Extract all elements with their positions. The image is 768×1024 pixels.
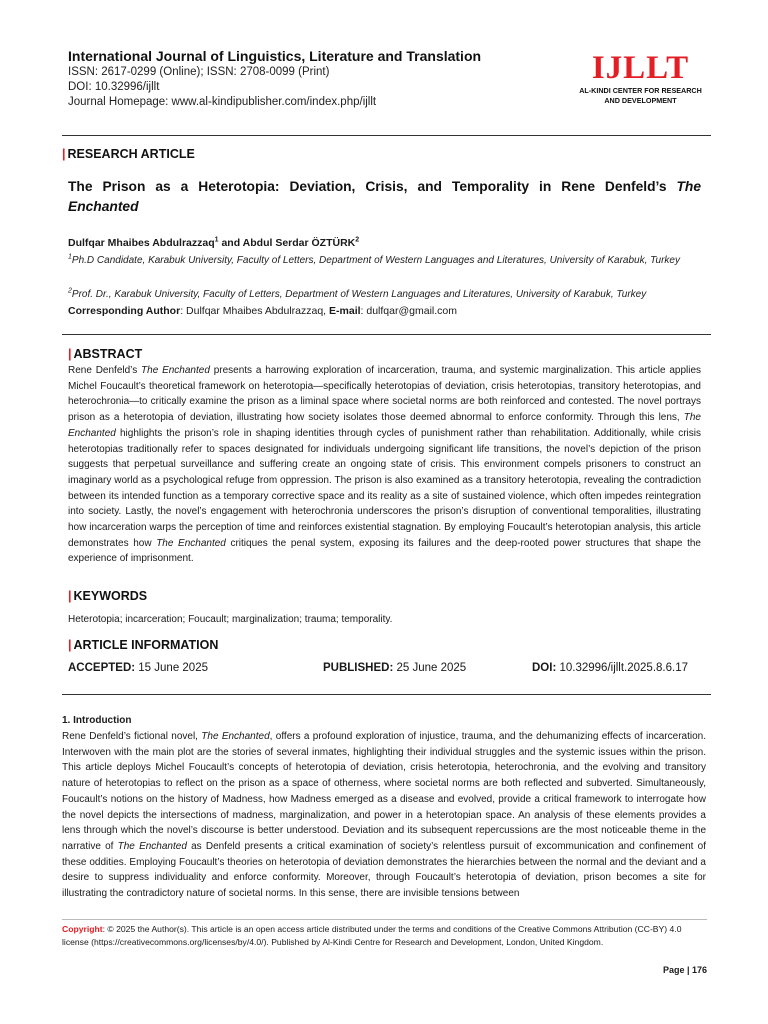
page-number: Page | 176 <box>662 965 707 975</box>
logo-text: IJLLT <box>591 50 690 86</box>
accepted-value: 15 June 2025 <box>135 662 208 674</box>
corresponding-label: Corresponding Author <box>68 305 181 317</box>
intro-text-3: as Denfeld presents a critical examination of society’s relentless pursuit of excommunication and confinement of these oddities. Employing Foucault’s theories on heterotopia of deviation demonstrates the hierarchies between the normal and the deviant and a desire to suppress individuality and enforce conformity. Moreover, through Foucault’s heterotopia of deviation, prison becomes a site for illustrating the contradictory nature of societal norms. In this sense, there are invisible tensions between <box>62 840 706 900</box>
affiliation-2-sup: 2 <box>68 287 72 295</box>
abstract-body <box>68 363 701 567</box>
abstract-heading-label: ABSTRACT <box>73 347 143 361</box>
section-bar-icon: | <box>68 638 72 652</box>
author-2-sup: 2 <box>355 236 360 244</box>
published-value: 25 June 2025 <box>393 662 467 674</box>
corresponding-author <box>68 303 457 319</box>
article-doi <box>532 661 688 675</box>
abstract-heading <box>68 346 142 362</box>
published-date <box>323 661 466 675</box>
author-1-sup: 1 <box>214 236 219 244</box>
copyright-notice <box>62 923 707 949</box>
intro-italic-2: The Enchanted <box>117 840 187 852</box>
title-main: The Prison as a Heterotopia: Deviation, Crisis, and Temporality in Rene Denfeld’s <box>68 179 677 194</box>
author-list <box>68 237 359 249</box>
affiliation-1 <box>68 252 708 270</box>
introduction-heading: 1. Introduction <box>62 715 132 726</box>
intro-italic-1: The Enchanted <box>201 731 270 742</box>
copyright-text: : © 2025 the Author(s). This article is an open access article distributed under the terms and conditions of the Creative Commons Attribution (CC-BY) 4.0 license (https://creativecommons.org/licenses/by/4.0/). Published by Al-Kindi Centre for Research and Development, London, United Kingdom. <box>62 924 682 947</box>
header-divider <box>62 135 711 136</box>
affiliation-1-sup: 1 <box>68 253 72 261</box>
corresponding-email[interactable]: : dulfqar@gmail.com <box>360 305 457 317</box>
author-and: and <box>218 237 243 249</box>
article-type <box>62 146 195 162</box>
article-info-heading-label: ARTICLE INFORMATION <box>73 638 219 652</box>
affiliation-2 <box>68 286 708 304</box>
journal-logo <box>568 50 713 106</box>
author-1: Dulfqar Mhaibes Abdulrazzaq <box>68 237 215 249</box>
journal-name: International Journal of Linguistics, Literature and Translation <box>68 48 482 64</box>
keywords-heading-label: KEYWORDS <box>73 589 148 603</box>
intro-text-1: Rene Denfeld’s fictional novel, <box>62 731 202 742</box>
section-bar-icon: | <box>68 589 72 603</box>
article-type-label: RESEARCH ARTICLE <box>67 147 195 161</box>
logo-subtitle-line1: AL-KINDI CENTER FOR RESEARCH <box>579 86 702 95</box>
abstract-text-2: presents a harrowing exploration of incarceration, trauma, and systemic marginalization. This article applies Michel Foucault’s theoretical framework on heterotopia—specifically heterotopias of deviation, crisis heterotopias, transitory heterotopias, and heterochronia—to critically examine the prison as a liminal space where societal norms are both reinforced and contested. The novel portrays prison as a heterotopia of deviation, illustrating how society isolates those deemed abnormal to enforce conformity. Through this lens, <box>68 365 702 424</box>
published-label: PUBLISHED: <box>323 662 394 674</box>
doi-value[interactable]: 10.32996/ijllt.2025.8.6.17 <box>556 662 688 674</box>
section-bar-icon: | <box>62 147 66 161</box>
abstract-italic-1: The Enchanted <box>141 365 210 376</box>
abstract-text-4: critiques the penal system, exposing its failures and the deep-rooted power structures that shape the experience of imprisonment. <box>68 537 701 565</box>
intro-text-2: , offers a profound exploration of injustice, trauma, and the dehumanizing effects of incarceration. Interwoven with the main plot are the stories of several inmates, highlighting their individual struggles and the systemic issues within the prison. This article deploys Michel Foucault’s concepts of heterotopia of deviation, crisis heterotopia, heterochronia, and the evolving and transitory nature of heterotopias to reflect on the prison as a space of otherness, where societal norms are both reflected and subverted. Simultaneously, Foucault’s notions on the history of Madness, how Madness emerged as a disease and evolved, provide a critical framework to interrogate how the novel depicts the intersections of madness, marginalization, and power in a heterotopian space. An analysis of these elements provides a lens through which the novel’s discourse is better understood. Deviation and its subsequent repercussions are the most noticeable theme in the narrative of <box>62 731 706 852</box>
accepted-label: ACCEPTED: <box>68 662 136 674</box>
corresponding-name: : Dulfqar Mhaibes Abdulrazzaq, <box>180 305 330 317</box>
abstract-text-3: highlights the prison’s role in shaping identities through cycles of punishment rather than rehabilitation. Additionally, while crisis heterotopias traditionally refer to spaces designated for individuals undergoing significant life transitions, the novel’s depiction of the prison suggests that perpetual surveillance and suffering create an ongoing state of crisis. This environment compels prisoners to construct an imaginary world as a psychological refuge from oppression. The prison is also examined as a transitory heterotopia, revealing the contradiction between its intended function as a temporary corrective space and its reality as a site of sustained violence, which often impedes reintegration into society. Lastly, the novel’s engagement with heterochronia underscores the prison’s disruption of conventional temporalities, illustrating how incarceration warps the perception of time and reinforces existential stagnation. By employing Foucault’s heterotopian analysis, this article demonstrates how <box>68 427 701 549</box>
authors-divider <box>62 334 711 335</box>
accepted-date <box>68 661 208 675</box>
article-info-heading <box>68 637 218 653</box>
keywords-text: Heterotopia; incarceration; Foucault; marginalization; trauma; temporality. <box>68 614 393 625</box>
email-label: E-mail <box>329 305 361 317</box>
article-title <box>68 177 701 217</box>
logo-subtitle-line2: AND DEVELOPMENT <box>604 96 677 105</box>
author-2: Abdul Serdar ÖZTÜRK <box>242 237 356 249</box>
abstract-italic-2: The Enchanted <box>68 412 701 439</box>
affiliation-2-text: Prof. Dr., Karabuk University, Faculty of Letters, Department of Western Languages and Literatures, University of Karabuk, Turkey <box>71 289 647 300</box>
journal-issn: ISSN: 2617-0299 (Online); ISSN: 2708-0099 (Print) <box>68 66 330 78</box>
doi-label: DOI: <box>532 662 557 674</box>
footer-divider <box>62 919 707 920</box>
abstract-text-1: Rene Denfeld’s <box>68 365 142 376</box>
section-bar-icon: | <box>68 347 72 361</box>
affiliation-1-text: Ph.D Candidate, Karabuk University, Faculty of Letters, Department of Western Languages and Literatures, University of Karabuk, Turkey <box>71 255 680 266</box>
journal-homepage[interactable]: Journal Homepage: www.al-kindipublisher.com/index.php/ijllt <box>68 96 377 108</box>
keywords-heading <box>68 588 147 604</box>
journal-doi: DOI: 10.32996/ijllt <box>68 81 160 93</box>
journal-header <box>68 47 518 110</box>
title-italic: The Enchanted <box>68 179 701 214</box>
introduction-body <box>62 729 706 902</box>
info-divider <box>62 694 711 695</box>
abstract-italic-3: The Enchanted <box>156 537 226 549</box>
copyright-label: Copyright <box>62 924 103 934</box>
